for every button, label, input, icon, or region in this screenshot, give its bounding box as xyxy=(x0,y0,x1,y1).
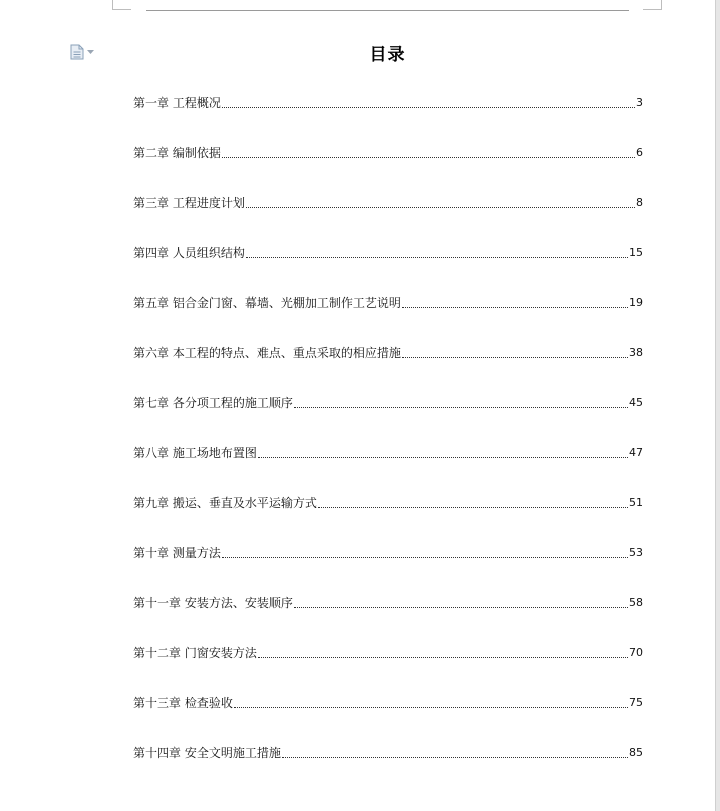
toc-entry-page-number: 19 xyxy=(629,296,643,309)
toc-entry[interactable] xyxy=(133,643,643,693)
toc-entry[interactable] xyxy=(133,293,643,343)
toc-leader-dots xyxy=(402,343,628,358)
toc-entry-page-number: 85 xyxy=(629,746,643,759)
toc-entry-label: 第三章 工程进度计划 xyxy=(133,196,245,210)
toc-entry-label: 第六章 本工程的特点、难点、重点采取的相应措施 xyxy=(133,346,401,360)
toc-leader-dots xyxy=(402,293,628,308)
toc-entry-label: 第十四章 安全文明施工措施 xyxy=(133,746,281,760)
toc-entry[interactable] xyxy=(133,143,643,193)
toc-entry-page-number: 38 xyxy=(629,346,643,359)
toc-entry-label: 第七章 各分项工程的施工顺序 xyxy=(133,396,293,410)
toc-entry-label: 第一章 工程概况 xyxy=(133,96,221,110)
header-rule xyxy=(146,10,629,11)
toc-entry-label: 第五章 铝合金门窗、幕墙、光棚加工制作工艺说明 xyxy=(133,296,401,310)
toc-leader-dots xyxy=(222,93,635,108)
toc-entry-page-number: 53 xyxy=(629,546,643,559)
toc-leader-dots xyxy=(222,543,628,558)
toc-entry-page-number: 75 xyxy=(629,696,643,709)
toc-entry-page-number: 6 xyxy=(636,146,643,159)
toc-entry[interactable] xyxy=(133,243,643,293)
toc-entry-label: 第十二章 门窗安装方法 xyxy=(133,646,257,660)
toc-entry-label: 第十三章 检查验收 xyxy=(133,696,233,710)
toc-entry-label: 第十一章 安装方法、安装顺序 xyxy=(133,596,293,610)
page-edge xyxy=(715,0,720,811)
toc-leader-dots xyxy=(222,143,635,158)
toc-entry[interactable] xyxy=(133,543,643,593)
toc-leader-dots xyxy=(258,643,628,658)
toc-entry-page-number: 51 xyxy=(629,496,643,509)
toc-leader-dots xyxy=(234,693,628,708)
toc-leader-dots xyxy=(258,443,628,458)
toc-title: 目录 xyxy=(369,45,406,65)
toc-entry-label: 第四章 人员组织结构 xyxy=(133,246,245,260)
toc-entry-page-number: 15 xyxy=(629,246,643,259)
page-corner-mark-right xyxy=(643,0,662,10)
page-corner-mark-left xyxy=(112,0,131,10)
toc-entry[interactable] xyxy=(133,393,643,443)
toc-entry[interactable] xyxy=(133,443,643,493)
toc-leader-dots xyxy=(318,493,628,508)
toc-entry-page-number: 8 xyxy=(636,196,643,209)
toc-list xyxy=(133,93,643,793)
toc-entry[interactable] xyxy=(133,743,643,793)
toc-leader-dots xyxy=(282,743,628,758)
toc-leader-dots xyxy=(294,593,628,608)
toc-leader-dots xyxy=(294,393,628,408)
toc-leader-dots xyxy=(246,243,628,258)
toc-entry[interactable] xyxy=(133,193,643,243)
toc-entry-label: 第十章 测量方法 xyxy=(133,546,221,560)
toc-entry-page-number: 45 xyxy=(629,396,643,409)
toc-entry-label: 第八章 施工场地布置图 xyxy=(133,446,257,460)
toc-entry-page-number: 58 xyxy=(629,596,643,609)
toc-entry-label: 第二章 编制依据 xyxy=(133,146,221,160)
toc-entry-label: 第九章 搬运、垂直及水平运输方式 xyxy=(133,496,317,510)
toc-entry-page-number: 47 xyxy=(629,446,643,459)
toc-entry[interactable] xyxy=(133,343,643,393)
toc-entry[interactable] xyxy=(133,93,643,143)
toc-entry-page-number: 70 xyxy=(629,646,643,659)
toc-entry-page-number: 3 xyxy=(636,96,643,109)
toc-entry[interactable] xyxy=(133,693,643,743)
toc-entry[interactable] xyxy=(133,493,643,543)
toc-entry[interactable] xyxy=(133,593,643,643)
toc-leader-dots xyxy=(246,193,635,208)
